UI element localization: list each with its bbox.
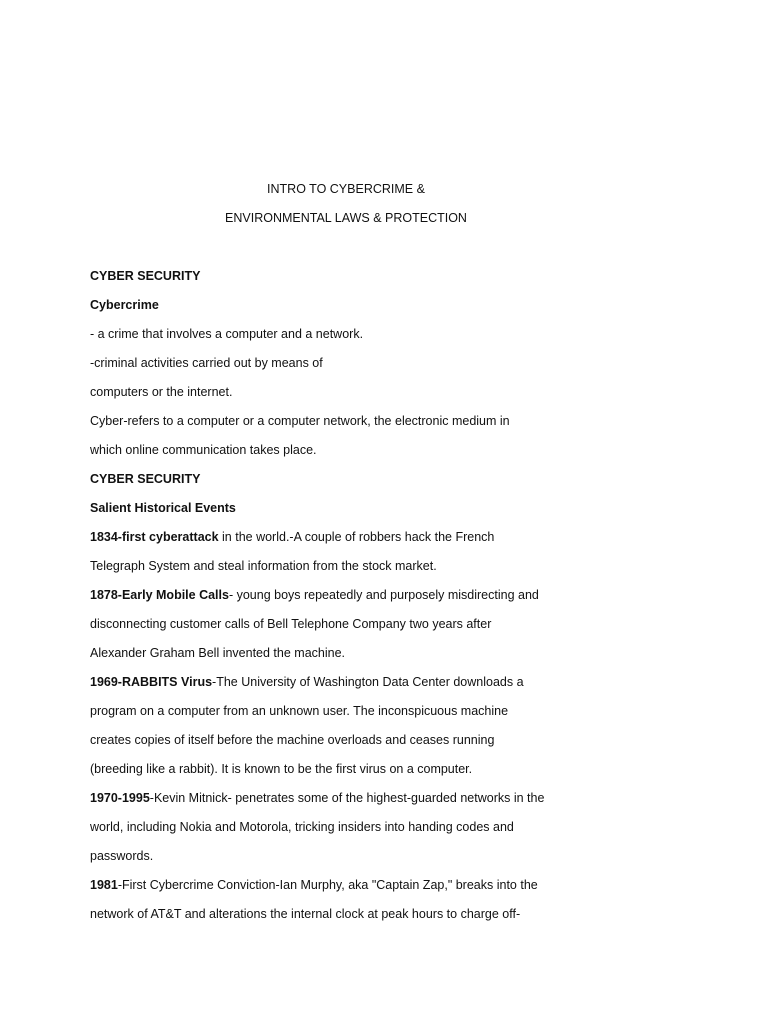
event-line xyxy=(90,529,570,558)
document-title-line-2: ENVIRONMENTAL LAWS & PROTECTION xyxy=(225,211,467,225)
subheading: Salient Historical Events xyxy=(90,501,236,515)
event-continuation: Alexander Graham Bell invented the machine. xyxy=(90,646,346,660)
section-heading: CYBER SECURITY xyxy=(90,269,201,283)
event-label: 1970-1995 xyxy=(90,791,150,805)
event-continuation: (breeding like a rabbit). It is known to be the first virus on a computer. xyxy=(90,762,473,776)
event-text: -First Cybercrime Conviction-Ian Murphy, aka "Captain Zap," breaks into the xyxy=(117,878,538,892)
event-line xyxy=(90,674,570,703)
event-label: 1878-Early Mobile Calls xyxy=(90,588,229,602)
subheading: Cybercrime xyxy=(90,298,159,312)
event-label: 1834-first cyberattack xyxy=(90,530,219,544)
event-label: 1969-RABBITS Virus xyxy=(90,675,213,689)
event-line xyxy=(90,790,570,819)
definition-line: -criminal activities carried out by means of xyxy=(90,356,323,370)
document-body xyxy=(90,268,570,935)
definition-line: - a crime that involves a computer and a network. xyxy=(90,327,364,341)
event-continuation: passwords. xyxy=(90,849,154,863)
event-text: -Kevin Mitnick- penetrates some of the highest-guarded networks in the xyxy=(149,791,545,805)
event-continuation: program on a computer from an unknown user. The inconspicuous machine xyxy=(90,704,509,718)
event-continuation: network of AT&T and alterations the internal clock at peak hours to charge off- xyxy=(90,907,521,921)
event-continuation: Telegraph System and steal information from the stock market. xyxy=(90,559,437,573)
event-text: - young boys repeatedly and purposely misdirecting and xyxy=(228,588,539,602)
event-line xyxy=(90,877,570,906)
definition-line: Cyber-refers to a computer or a computer network, the electronic medium in xyxy=(90,414,510,428)
event-continuation: creates copies of itself before the machine overloads and ceases running xyxy=(90,733,495,747)
definition-line: which online communication takes place. xyxy=(90,443,317,457)
event-continuation: disconnecting customer calls of Bell Telephone Company two years after xyxy=(90,617,492,631)
event-continuation: world, including Nokia and Motorola, tricking insiders into handing codes and xyxy=(90,820,514,834)
event-text: -The University of Washington Data Center downloads a xyxy=(212,675,524,689)
document-title-line-1: INTRO TO CYBERCRIME & xyxy=(267,182,425,196)
definition-line: computers or the internet. xyxy=(90,385,233,399)
event-text: in the world.-A couple of robbers hack the French xyxy=(218,530,495,544)
section-heading: CYBER SECURITY xyxy=(90,472,201,486)
event-label: 1981 xyxy=(90,878,118,892)
event-line xyxy=(90,587,570,616)
